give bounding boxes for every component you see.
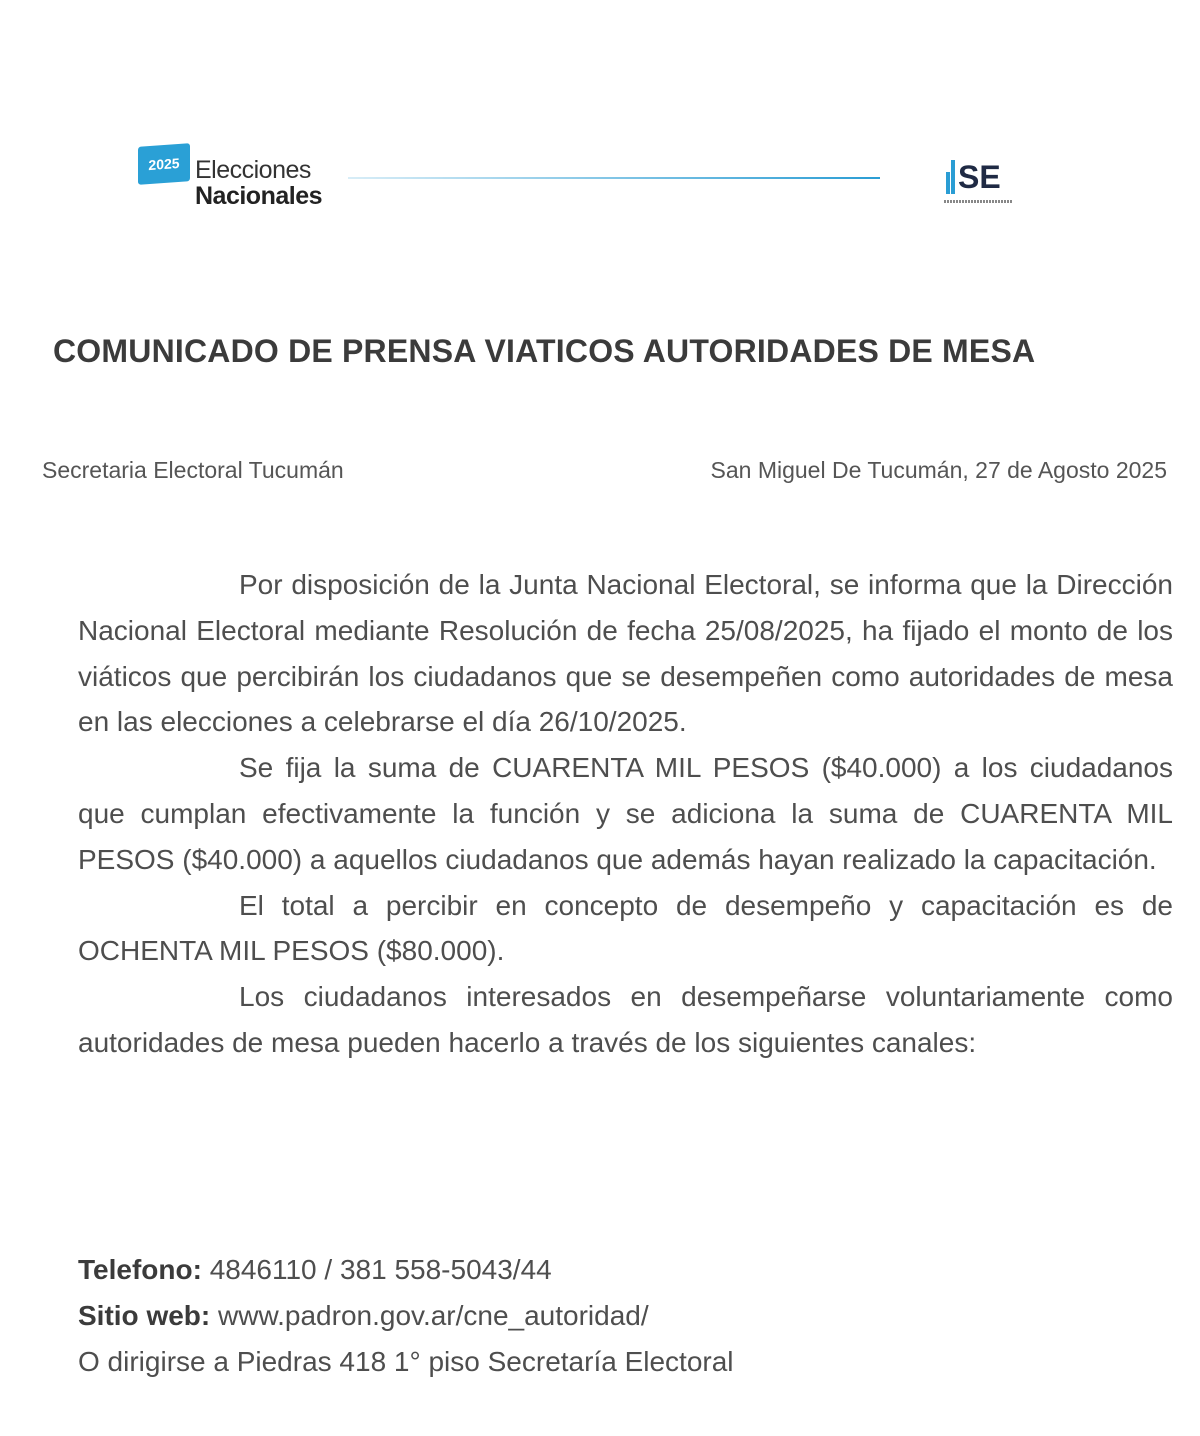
phone-value: 4846110 / 381 558-5043/44	[201, 1254, 552, 1285]
brand-line-2: Nacionales	[195, 182, 323, 210]
document-header	[138, 145, 1038, 215]
paragraph-4: Los ciudadanos interesados en desempeñarse voluntariamente como autoridades de mesa pueden hacerlo a través de los siguientes canales:	[78, 981, 1173, 1058]
document-body	[78, 562, 1173, 1066]
elecciones-badge-logo: 2025	[138, 143, 190, 185]
place-date: San Miguel De Tucumán, 27 de Agosto 2025	[710, 457, 1167, 483]
paragraph-2: Se fija la suma de CUARENTA MIL PESOS ($40.000) a los ciudadanos que cumplan efectivamente la función y se adiciona la suma de CUARENTA MIL PESOS ($40.000) a aquellos ciudadanos que además hayan realizado la capacitación.	[78, 752, 1173, 875]
page-title: COMUNICADO DE PRENSA VIATICOS AUTORIDADES DE MESA	[53, 333, 1036, 369]
se-logo-subtext	[944, 200, 1012, 203]
contact-channels	[78, 1247, 734, 1385]
phone-label: Telefono:	[78, 1254, 202, 1285]
paragraph-1: Por disposición de la Junta Nacional Electoral, se informa que la Dirección Nacional Electoral mediante Resolución de fecha 25/08/2025, ha fijado el monto de los viáticos que percibirán los ciudadanos que se desempeñen como autoridades de mesa en las elecciones a celebrarse el día 26/10/2025.	[78, 569, 1173, 738]
paragraph-3: El total a percibir en concepto de desempeño y capacitación es de OCHENTA MIL PESOS ($80.000).	[78, 889, 1173, 967]
brand-line-1: Elecciones	[195, 156, 311, 184]
web-link[interactable]: www.padron.gov.ar/cne_autoridad/	[210, 1300, 649, 1331]
se-logo	[944, 158, 1014, 208]
web-label: Sitio web:	[78, 1300, 211, 1331]
web-row	[78, 1293, 734, 1339]
header-divider	[348, 177, 880, 179]
address-row: O dirigirse a Piedras 418 1° piso Secretaría Electoral	[78, 1346, 734, 1377]
issuer: Secretaria Electoral Tucumán	[42, 457, 344, 483]
se-bars-icon	[946, 160, 956, 194]
phone-row	[78, 1247, 734, 1293]
se-logo-text: SE	[958, 159, 1001, 195]
